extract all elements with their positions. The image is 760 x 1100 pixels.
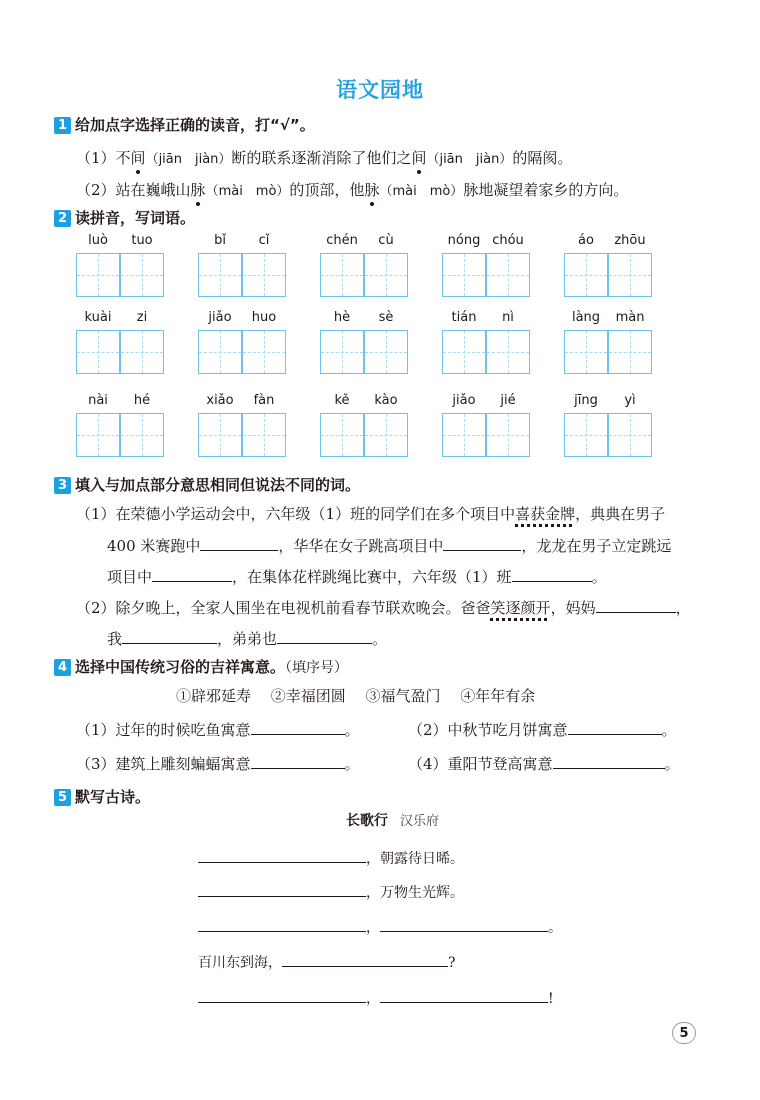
writing-box[interactable]: [486, 413, 530, 457]
q3-text: 项目中: [107, 568, 153, 586]
pinyin-label: jiǎo: [452, 393, 476, 408]
q4-header: [54, 656, 348, 677]
q3-instruction: 填入与加点部分意思相同但说法不同的词。: [75, 476, 361, 494]
q3-text: ，在集体花样跳绳比赛中，六年级（1）班: [232, 568, 512, 586]
q5-instruction: 默写古诗。: [75, 788, 151, 806]
pinyin-options[interactable]: （mài mò）: [205, 184, 290, 199]
answer-blank[interactable]: [380, 986, 548, 1003]
q1-line2-suffix: 脉地凝望着家乡的方向。: [463, 181, 629, 199]
answer-blank[interactable]: [152, 565, 232, 582]
q3-text: ，妈妈: [550, 599, 596, 617]
poem-text: ，朝露待日晞。: [366, 851, 464, 867]
q4-item-label: （4）重阳节登高寓意: [408, 755, 553, 773]
poem-line-1: [198, 846, 464, 868]
poem-text: ，: [366, 920, 380, 936]
answer-blank[interactable]: [443, 534, 521, 551]
pinyin-label: chén: [326, 233, 358, 248]
pinyin-label: màn: [615, 310, 645, 325]
q4-item-3: [76, 752, 360, 774]
poem-text: ，: [366, 991, 380, 1007]
q4-hint: （填序号）: [285, 660, 349, 676]
q3-text: 。: [372, 630, 388, 648]
q3-p1-line2: [107, 534, 671, 556]
writing-box[interactable]: [486, 330, 530, 374]
q3-p1-line3: [107, 565, 607, 587]
writing-box[interactable]: [198, 330, 242, 374]
pinyin-label: jīng: [574, 393, 598, 408]
pinyin-label: chóu: [492, 233, 524, 248]
q3-text: 我: [107, 630, 123, 648]
pinyin-label: jié: [500, 393, 516, 408]
answer-blank[interactable]: [198, 915, 366, 932]
answer-blank[interactable]: [198, 846, 366, 863]
pinyin-label: zi: [136, 310, 148, 325]
pinyin-label: nì: [502, 310, 514, 325]
dotted-char: 脉: [190, 181, 206, 199]
writing-box[interactable]: [564, 330, 608, 374]
q1-header: [54, 114, 315, 135]
writing-box[interactable]: [76, 330, 120, 374]
q4-item-1: [76, 718, 360, 740]
q3-p1-line1: [76, 503, 665, 524]
pinyin-label: xiǎo: [206, 393, 234, 408]
writing-box[interactable]: [120, 253, 164, 297]
answer-blank[interactable]: [282, 950, 448, 967]
dotted-phrase: 喜获金牌: [515, 505, 576, 523]
dotted-char: 间: [411, 149, 427, 167]
pinyin-label: hé: [133, 393, 151, 408]
pinyin-label: áo: [578, 233, 594, 248]
writing-box[interactable]: [120, 413, 164, 457]
q4-item-label: （3）建筑上雕刻蝙蝠寓意: [76, 755, 251, 773]
page-number: 5: [672, 1022, 696, 1044]
q3-header: [54, 474, 360, 495]
q1-line2-mid: 的顶部，他: [289, 181, 365, 199]
q4-instruction: 选择中国传统习俗的吉祥寓意。: [75, 658, 286, 676]
pinyin-options[interactable]: （jiān jiàn）: [426, 152, 513, 167]
q2-badge: 2: [54, 210, 71, 227]
poem-title: 长歌行: [346, 813, 388, 829]
writing-box[interactable]: [320, 330, 364, 374]
writing-box[interactable]: [442, 330, 486, 374]
writing-box[interactable]: [442, 253, 486, 297]
answer-blank[interactable]: [251, 718, 345, 735]
pinyin-label: bǐ: [214, 233, 226, 248]
writing-box[interactable]: [608, 253, 652, 297]
pinyin-label: zhōu: [614, 233, 646, 248]
q4-options: ①辟邪延寿 ②幸福团圆 ③福气盈门 ④年年有余: [176, 687, 536, 705]
pinyin-label: nài: [88, 393, 108, 408]
pinyin-label: kuài: [84, 310, 112, 325]
pinyin-label: cǐ: [258, 233, 270, 248]
q4-period: 。: [344, 755, 360, 773]
answer-blank[interactable]: [251, 752, 345, 769]
q4-period: 。: [344, 721, 360, 739]
pinyin-label: kào: [374, 393, 398, 408]
q1-instruction: 给加点字选择正确的读音，打“√”。: [75, 116, 315, 134]
page-title: 语文园地: [336, 78, 424, 102]
q1-badge: 1: [54, 117, 71, 134]
writing-box[interactable]: [320, 253, 364, 297]
pinyin-label: hè: [333, 310, 351, 325]
poem-line-2: [198, 880, 464, 902]
q5-badge: 5: [54, 789, 71, 806]
dotted-char: 间: [130, 149, 146, 167]
answer-blank[interactable]: [512, 565, 592, 582]
q3-text: ，龙龙在男子立定跳远: [521, 537, 672, 555]
q3-text: ，典典在男子: [575, 505, 666, 523]
poem-text: 。: [548, 920, 562, 936]
poem-line-5: [198, 986, 554, 1008]
writing-box[interactable]: [198, 253, 242, 297]
writing-box[interactable]: [364, 413, 408, 457]
poem-author: 汉乐府: [400, 814, 440, 829]
pinyin-label: fàn: [253, 393, 275, 408]
q3-text: ，华华在女子跳高项目中: [278, 537, 444, 555]
q5-header: [54, 786, 150, 807]
writing-box[interactable]: [76, 413, 120, 457]
q3-p2-line2: [107, 627, 387, 649]
q1-line1: [76, 147, 572, 168]
pinyin-options[interactable]: （jiān jiàn）: [145, 152, 232, 167]
writing-box[interactable]: [608, 330, 652, 374]
pinyin-label: jiǎo: [208, 310, 232, 325]
q4-item-4: [408, 752, 680, 774]
q3-text: （1）在荣德小学运动会中，六年级（1）班的同学们在多个项目中: [76, 505, 516, 523]
pinyin-label: tuo: [131, 233, 153, 248]
pinyin-options[interactable]: （mài mò）: [379, 184, 464, 199]
dotted-phrase: 笑逐颜开: [490, 599, 551, 617]
poem-text: !: [548, 991, 554, 1007]
writing-box[interactable]: [564, 253, 608, 297]
q1-line2-prefix: （2）站在巍峨山: [76, 181, 191, 199]
pinyin-label: cù: [378, 233, 394, 248]
pinyin-label: luò: [88, 233, 108, 248]
poem-text: 百川东到海，: [198, 955, 282, 971]
writing-box[interactable]: [76, 253, 120, 297]
pinyin-label: làng: [571, 310, 601, 325]
poem-text: ，万物生光辉。: [366, 885, 464, 901]
q3-text: 。: [591, 568, 607, 586]
writing-box[interactable]: [242, 413, 286, 457]
pinyin-label: kě: [334, 393, 350, 408]
q1-line2: [76, 179, 628, 200]
poem-text: ?: [448, 955, 456, 971]
writing-box[interactable]: [486, 253, 530, 297]
writing-box[interactable]: [608, 413, 652, 457]
q3-text: 400 米赛跑中: [107, 537, 201, 555]
writing-box[interactable]: [242, 330, 286, 374]
q4-item-label: （2）中秋节吃月饼寓意: [408, 721, 568, 739]
writing-box[interactable]: [564, 413, 608, 457]
answer-blank[interactable]: [122, 627, 217, 644]
poem-line-3: [198, 915, 562, 937]
q1-line1-mid: 断的联系逐渐消除了他们之: [231, 149, 412, 167]
answer-blank[interactable]: [198, 880, 366, 897]
pinyin-label: nóng: [447, 233, 481, 248]
q2-header: [54, 207, 195, 228]
pinyin-label: yì: [624, 393, 636, 408]
q4-badge: 4: [54, 659, 71, 676]
pinyin-label: huo: [251, 310, 277, 325]
q4-item-2: [408, 718, 677, 740]
answer-blank[interactable]: [596, 596, 676, 613]
writing-box[interactable]: [120, 330, 164, 374]
poem-line-4: [198, 950, 456, 972]
writing-box[interactable]: [198, 413, 242, 457]
pinyin-label: tián: [451, 310, 477, 325]
answer-blank[interactable]: [277, 627, 372, 644]
pinyin-label: sè: [378, 310, 394, 325]
poem-heading: [346, 810, 439, 830]
answer-blank[interactable]: [568, 718, 662, 735]
writing-box[interactable]: [442, 413, 486, 457]
answer-blank[interactable]: [200, 534, 278, 551]
q3-text: ，弟弟也: [217, 630, 278, 648]
q3-text: ，: [675, 599, 691, 617]
writing-box[interactable]: [364, 330, 408, 374]
q3-badge: 3: [54, 477, 71, 494]
answer-blank[interactable]: [380, 915, 548, 932]
q4-period: 。: [664, 755, 680, 773]
dotted-char: 脉: [364, 181, 380, 199]
writing-box[interactable]: [364, 253, 408, 297]
writing-box[interactable]: [320, 413, 364, 457]
answer-blank[interactable]: [553, 752, 665, 769]
answer-blank[interactable]: [198, 986, 366, 1003]
q1-line1-prefix: （1）不: [76, 149, 131, 167]
q4-item-label: （1）过年的时候吃鱼寓意: [76, 721, 251, 739]
q3-p2-line1: [76, 596, 691, 618]
writing-box[interactable]: [242, 253, 286, 297]
q3-text: （2）除夕晚上，全家人围坐在电视机前看春节联欢晚会。爸爸: [76, 599, 491, 617]
q4-period: 。: [661, 721, 677, 739]
q1-line1-suffix: 的隔阂。: [512, 149, 573, 167]
q2-instruction: 读拼音，写词语。: [75, 209, 196, 227]
